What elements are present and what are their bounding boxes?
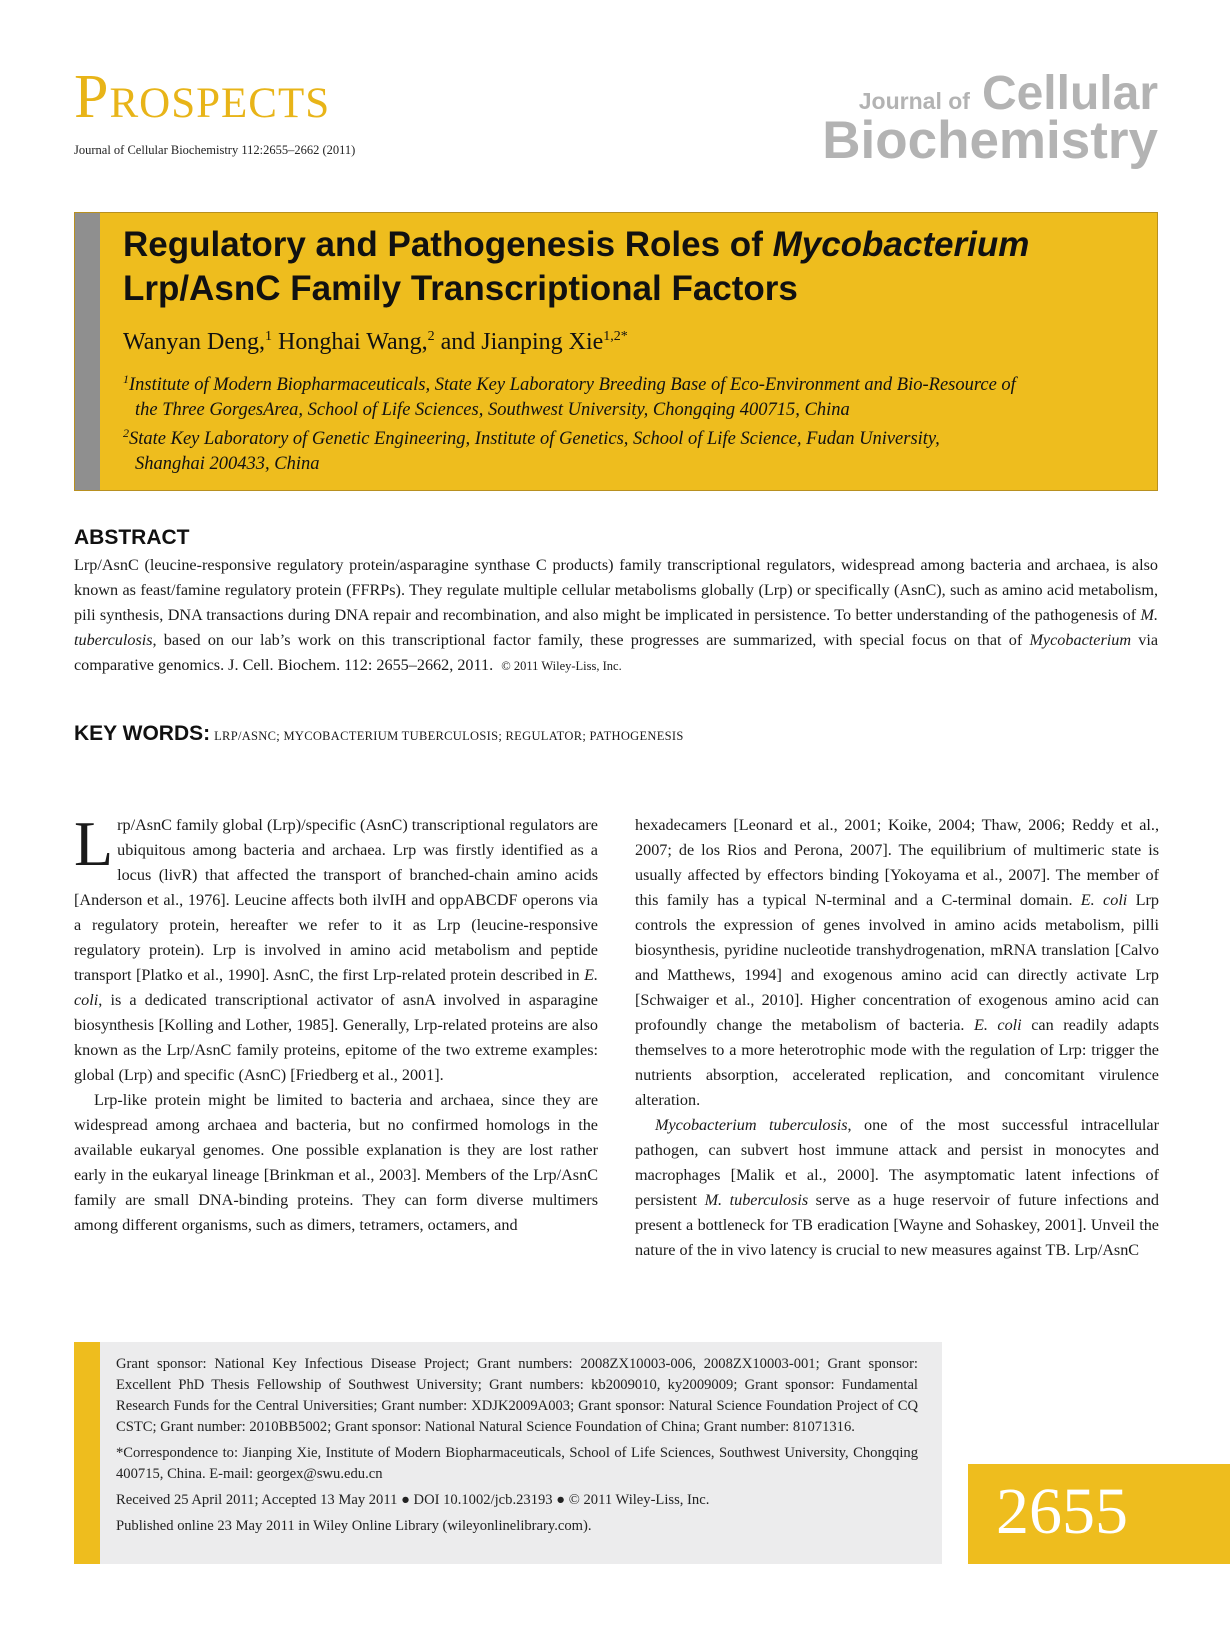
affiliation-1: [123, 367, 1137, 423]
abstract-italic-2: Mycobacterium: [1029, 631, 1132, 649]
affiliation-2-line1: State Key Laboratory of Genetic Engineering, Institute of Genetics, School of Life Science, Fudan University,: [129, 429, 940, 450]
body-italic: M. tuberculosis: [704, 1191, 809, 1209]
keywords-heading: KEY WORDS:: [74, 722, 211, 745]
abstract-heading: ABSTRACT: [74, 526, 190, 549]
body-paragraph: [635, 1113, 1159, 1263]
author-2: Honghai Wang,: [278, 329, 428, 355]
abstract-text-3: via comparative genomics. J. Cell. Biochem. 112: 2655–2662, 2011.: [74, 631, 1159, 674]
keywords: [74, 722, 684, 746]
bullet-separator: ●: [401, 1492, 410, 1508]
affiliation-1-line1: Institute of Modern Biopharmaceuticals, State Key Laboratory Breeding Base of Eco-Environment and Bio-Resource of: [129, 375, 1016, 396]
author-2-sup: 2: [427, 329, 435, 344]
journal-logo: [822, 67, 1158, 170]
footnote-box: [74, 1342, 942, 1564]
logo-journal-of: Journal of: [858, 88, 970, 114]
abstract-text-1: Lrp/AsnC (leucine-responsive regulatory protein/asparagine synthase C products) family transcriptional regulators, widespread among bacteria and archaea, is also known as feast/famine regulatory protein (FFRPs). They regulate multiple cellular metabolisms globally (Lrp) or specifically (AsnC), such as amino acid metabolism, pili synthesis, DNA transactions during DNA repair and recombination, and also might be implicated in persistence. To better understanding of the pathogenesis of: [74, 556, 1158, 624]
body-italic: E. coli: [1080, 891, 1128, 909]
title-italic: Mycobacterium: [772, 225, 1030, 264]
published-online: Published online 23 May 2011 in Wiley Online Library (wileyonlinelibrary.com).: [116, 1518, 592, 1534]
body-text: , one of the most successful intracellular pathogen, can subvert host immune attack and persist in monocytes and macrophages [Malik et al., 2000]. The asymptomatic latent infections of persistent: [635, 1116, 1159, 1209]
received-dates: Received 25 April 2011; Accepted 13 May 2011: [116, 1492, 398, 1508]
body-text: serve as a huge reservoir of future infections and present a bottleneck for TB eradication [Wayne and Sohaskey, 2001]. Unveil the nature of the in vivo latency is crucial to new measures against TB. Lrp/AsnC: [635, 1191, 1159, 1259]
title-box-stripe: [75, 213, 100, 490]
doi: DOI 10.1002/jcb.23193: [413, 1492, 553, 1508]
body-column-left: [74, 808, 598, 1238]
body-text: , is a dedicated transcriptional activator of asnA involved in asparagine biosynthesis [Kolling and Lother, 1985]. Generally, Lrp-related proteins are also known as the Lrp/AsnC family proteins, epitome of the two extreme examples: global (Lrp) and specific (AsnC) [Friedberg et al., 2001].: [74, 991, 598, 1084]
body-paragraph: [635, 813, 1159, 1113]
footnote-stripe: [74, 1342, 100, 1564]
body-text: Lrp controls the expression of genes involved in amino acids metabolism, pilli biosynthesis, pyridine nucleotide transhydrogenation, mRNA translation [Calvo and Matthews, 1994] and exogenous amino acid can directly activate Lrp [Schwaiger et al., 2010]. Higher concentration of exogenous amino acid can profoundly change the metabolism of bacteria.: [635, 891, 1159, 1034]
author-3-sup: 1,2*: [603, 329, 628, 344]
abstract-italic-1: M. tuberculosis: [74, 606, 1158, 649]
body-text: hexadecamers [Leonard et al., 2001; Koike, 2004; Thaw, 2006; Reddy et al., 2007; de los Rios and Perona, 2007]. The equilibrium of multimeric state is usually affected by effectors binding [Yokoyama et al., 2007]. The member of this family has a typical N-terminal and a C-terminal domain.: [635, 816, 1159, 909]
body-paragraph: [74, 808, 598, 1088]
journal-reference: Journal of Cellular Biochemistry 112:2655–2662 (2011): [74, 143, 356, 157]
body-text: Lrp-like protein might be limited to bacteria and archaea, since they are widespread among archaea and bacteria, but no confirmed homologs in the available eukaryal genomes. One possible explanation is they are lost rather early in the eukaryal lineage [Brinkman et al., 2003]. Members of the Lrp/AsnC family are small DNA-binding proteins. They can form diverse multimers among different organisms, such as dimers, tetramers, octamers, and: [74, 1091, 598, 1234]
title-box: [74, 212, 1158, 491]
logo-cellular: Cellular: [981, 67, 1158, 120]
grant-sponsors: Grant sponsor: National Key Infectious Disease Project; Grant numbers: 2008ZX10003-006, 2008ZX10003-001; Grant sponsor: Excellent PhD Thesis Fellowship of Southwest University; Grant numbers: kb2009010, ky2009009; Grant sponsor: Fundamental Research Funds for the Central Universities; Grant number: XDJK2009A003; Grant sponsor: Natural Science Foundation Project of CQ CSTC; Grant number: 2010BB5002; Grant sponsor: National Natural Science Foundation of China; Grant number: 81071316.: [116, 1356, 918, 1435]
body-italic: E. coli: [74, 966, 598, 1009]
abstract-copyright: © 2011 Wiley-Liss, Inc.: [501, 659, 622, 673]
series-label: Prospects: [74, 63, 331, 131]
affiliation-2: [123, 421, 1137, 477]
author-and: and: [440, 329, 476, 355]
correspondence: *Correspondence to: Jianping Xie, Institute of Modern Biopharmaceuticals, School of Life Sciences, Southwest University, Chongqing 400715, China. E-mail: georgex@swu.edu.cn: [116, 1445, 918, 1482]
body-italic: E. coli: [973, 1016, 1022, 1034]
affiliation-2-line2: Shanghai 200433, China: [135, 454, 320, 475]
body-italic: Mycobacterium tuberculosis: [655, 1116, 848, 1134]
page-number: 2655: [996, 1475, 1128, 1548]
author-1-sup: 1: [265, 329, 273, 344]
footnote-text: [116, 1354, 918, 1542]
title-part2: Lrp/AsnC Family Transcriptional Factors: [123, 269, 798, 308]
author-1: Wanyan Deng,: [123, 329, 266, 355]
footer-copyright: © 2011 Wiley-Liss, Inc.: [568, 1492, 710, 1508]
drop-cap: L: [74, 808, 114, 879]
logo-biochemistry: Biochemistry: [822, 111, 1158, 170]
affiliation-1-line2: the Three GorgesArea, School of Life Sciences, Southwest University, Chongqing 400715, China: [135, 400, 850, 421]
abstract-text-2: , based on our lab’s work on this transcriptional factor family, these progresses are summarized, with special focus on that of: [152, 631, 1030, 649]
body-text: rp/AsnC family global (Lrp)/specific (AsnC) transcriptional regulators are ubiquitous among bacteria and archaea. Lrp was firstly identified as a locus (livR) that affected the transport of branched-chain amino acids [Anderson et al., 1976]. Leucine affects both ilvIH and oppABCDF operons via a regulatory protein, hereafter we refer to it as Lrp (leucine-responsive regulatory protein). Lrp is involved in amino acid metabolism and peptide transport [Platko et al., 1990]. AsnC, the first Lrp-related protein described in: [74, 816, 598, 984]
keywords-list: LRP/ASNC; MYCOBACTERIUM TUBERCULOSIS; REGULATOR; PATHOGENESIS: [214, 729, 684, 743]
body-column-right: [635, 813, 1159, 1263]
dates-line: [116, 1490, 918, 1511]
title-part1: Regulatory and Pathogenesis Roles of: [123, 225, 773, 264]
page-number-box: [968, 1464, 1230, 1564]
affiliation-2-sup: 2: [123, 426, 129, 440]
body-text: can readily adapts themselves to a more heterotrophic mode with the regulation of Lrp: trigger the nutrients absorption, accelerated replication, and concomitant virulence alteration.: [635, 1016, 1160, 1109]
body-paragraph: [74, 1088, 598, 1238]
author-list: [123, 329, 628, 356]
article-title: [123, 223, 1137, 311]
author-3: Jianping Xie: [481, 329, 604, 355]
abstract-body: [74, 553, 1158, 679]
affiliation-1-sup: 1: [123, 372, 129, 386]
bullet-separator: ●: [556, 1492, 566, 1508]
